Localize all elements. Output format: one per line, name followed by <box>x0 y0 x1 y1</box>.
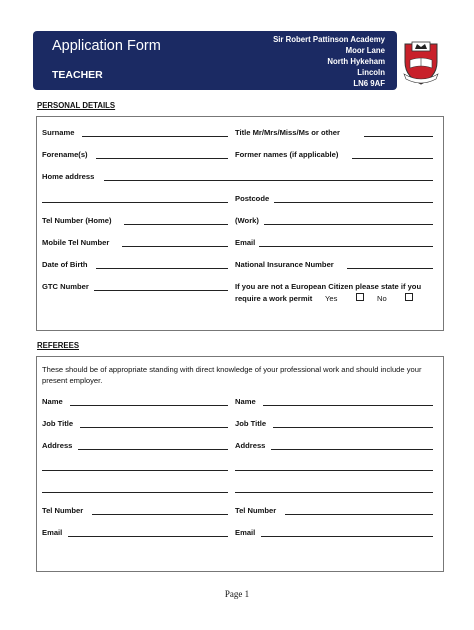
referee1-email-label: Email <box>42 528 63 537</box>
referee2-email-label: Email <box>235 528 256 537</box>
referee2-address-label: Address <box>235 441 266 450</box>
former-names-label: Former names (if applicable) <box>235 150 339 159</box>
referee2-tel-label: Tel Number <box>235 506 277 515</box>
yes-checkbox[interactable] <box>356 293 364 301</box>
address-line: Moor Lane <box>345 46 385 55</box>
referees-intro: These should be of appropriate standing with direct knowledge of your professional work and should include your present employer. <box>42 365 422 385</box>
referee2-tel-field[interactable] <box>285 514 433 515</box>
referee2-job-title-label: Job Title <box>235 419 267 428</box>
forenames-label: Forename(s) <box>42 150 88 159</box>
gtc-field[interactable] <box>94 290 228 291</box>
email-field[interactable] <box>259 246 433 247</box>
school-address <box>273 34 385 89</box>
home-address-line-2[interactable] <box>42 202 228 203</box>
tel-work-field[interactable] <box>264 224 433 225</box>
mobile-label: Mobile Tel Number <box>42 238 110 247</box>
referee1-name-label: Name <box>42 397 63 406</box>
referee2-name-label: Name <box>235 397 256 406</box>
no-label: No <box>377 294 387 303</box>
home-address-field[interactable] <box>104 180 433 181</box>
ni-label: National Insurance Number <box>235 260 334 269</box>
personal-details-heading: PERSONAL DETAILS <box>37 101 116 110</box>
referees-box <box>36 356 444 572</box>
tel-home-label: Tel Number (Home) <box>42 216 112 225</box>
school-crest-icon <box>402 40 440 86</box>
referee2-address-field[interactable] <box>271 449 433 450</box>
referee2-address-line-3[interactable] <box>235 492 433 493</box>
surname-field[interactable] <box>82 136 228 137</box>
referee2-address-line-2[interactable] <box>235 470 433 471</box>
referee1-address-line-2[interactable] <box>42 470 228 471</box>
title-label: Title Mr/Mrs/Miss/Ms or other <box>235 128 340 137</box>
work-permit-label: require a work permit <box>235 294 313 303</box>
dob-label: Date of Birth <box>42 260 88 269</box>
referee2-email-field[interactable] <box>261 536 433 537</box>
referee1-job-title-label: Job Title <box>42 419 74 428</box>
no-checkbox[interactable] <box>405 293 413 301</box>
mobile-field[interactable] <box>122 246 228 247</box>
role-title: TEACHER <box>52 69 103 81</box>
dob-field[interactable] <box>96 268 228 269</box>
header-banner <box>33 31 397 90</box>
eu-question-label: If you are not a European Citizen please state if you <box>235 282 422 291</box>
postcode-field[interactable] <box>274 202 433 203</box>
address-line: Lincoln <box>357 68 385 77</box>
form-title: Application Form <box>52 38 161 54</box>
title-field[interactable] <box>364 136 433 137</box>
yes-label: Yes <box>325 294 338 303</box>
tel-home-field[interactable] <box>124 224 228 225</box>
home-address-label: Home address <box>42 172 95 181</box>
former-names-field[interactable] <box>352 158 433 159</box>
referee1-address-line-3[interactable] <box>42 492 228 493</box>
referee1-name-field[interactable] <box>70 405 228 406</box>
tel-work-label: (Work) <box>235 216 259 225</box>
referee1-email-field[interactable] <box>68 536 228 537</box>
email-label: Email <box>235 238 256 247</box>
referee1-address-field[interactable] <box>78 449 228 450</box>
page-number: Page 1 <box>224 589 250 599</box>
referee2-name-field[interactable] <box>263 405 433 406</box>
ni-field[interactable] <box>347 268 433 269</box>
surname-label: Surname <box>42 128 75 137</box>
address-line: LN6 9AF <box>353 79 385 88</box>
address-line: Sir Robert Pattinson Academy <box>273 35 385 44</box>
referee1-tel-field[interactable] <box>92 514 228 515</box>
referee1-tel-label: Tel Number <box>42 506 84 515</box>
referee1-job-title-field[interactable] <box>80 427 228 428</box>
address-line: North Hykeham <box>327 57 385 66</box>
gtc-label: GTC Number <box>42 282 89 291</box>
forenames-field[interactable] <box>96 158 228 159</box>
referee1-address-label: Address <box>42 441 73 450</box>
postcode-label: Postcode <box>235 194 270 203</box>
referee2-job-title-field[interactable] <box>273 427 433 428</box>
referees-heading: REFEREES <box>37 341 80 350</box>
